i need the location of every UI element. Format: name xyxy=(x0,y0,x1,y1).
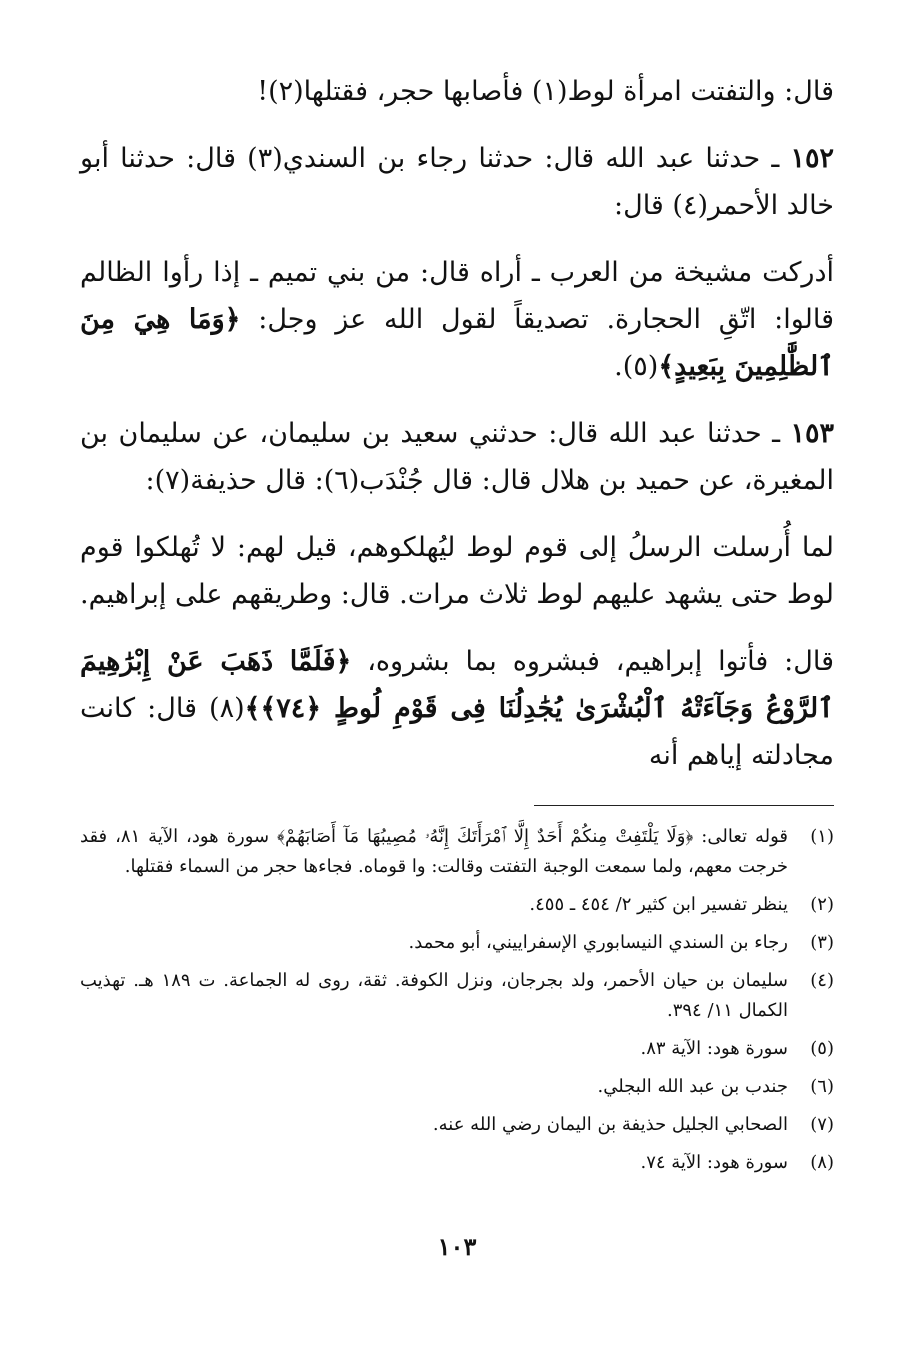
footnote-number: (٤) xyxy=(810,970,834,991)
paragraph-5: لما أُرسلت الرسلُ إلى قوم لوط ليُهلكوهم، قيل لهم: لا تُهلكوا قوم لوط حتى يشهد عليهم لوط ثلاث مرات. قال: وطريقهم على إبراهيم. xyxy=(80,532,834,610)
footnote-text: رجاء بن السندي النيسابوري الإسفراييني، أبو محمد. xyxy=(408,932,788,953)
footnote-number: (٧) xyxy=(810,1114,834,1135)
footnote-1 xyxy=(80,822,834,882)
footnote-text: قوله تعالى: ﴿وَلَا يَلْتَفِتْ مِنكُمْ أَحَدٌ إِلَّا ٱمْرَأَتَكَ إِنَّهُۥ مُصِيبُهَا مَآ أَصَابَهُمْ﴾ سورة هود، الآية ٨١، فقد خرجت معهم، ولما سمعت الوجبة التفتت وقالت: وا قوماه. فجاءها حجر من السماء فقتلها. xyxy=(80,826,788,877)
footnote-number: (٨) xyxy=(810,1152,834,1173)
hadith-152-text: ـ حدثنا عبد الله قال: حدثنا رجاء بن السندي(٣) قال: حدثنا أبو خالد الأحمر(٤) قال: xyxy=(80,143,834,221)
hadith-number-152: ١٥٢ xyxy=(790,143,834,174)
footnote-number: (٥) xyxy=(810,1038,834,1059)
main-text xyxy=(80,68,834,779)
footnote-text: جندب بن عبد الله البجلي. xyxy=(597,1076,788,1097)
footnote-divider xyxy=(534,805,834,806)
footnote-text: سورة هود: الآية ٧٤. xyxy=(640,1152,788,1173)
paragraph-1: قال: والتفتت امرأة لوط(١) فأصابها حجر، فقتلها(٢)! xyxy=(257,76,834,107)
footnote-7 xyxy=(80,1110,834,1140)
paragraph-3-end: (٥). xyxy=(614,351,659,382)
footnote-number: (٦) xyxy=(810,1076,834,1097)
footnote-2 xyxy=(80,890,834,920)
page-number: ١٠٣ xyxy=(437,1232,477,1261)
footnote-4 xyxy=(80,966,834,1026)
footnote-text: سورة هود: الآية ٨٣. xyxy=(640,1038,788,1059)
footnote-text: الصحابي الجليل حذيفة بن اليمان رضي الله عنه. xyxy=(432,1114,788,1135)
hadith-152 xyxy=(80,135,834,229)
footnote-number: (١) xyxy=(810,826,834,847)
footnote-8 xyxy=(80,1148,834,1178)
footnote-text: ينظر تفسير ابن كثير ٢/ ٤٥٤ ـ ٤٥٥. xyxy=(529,894,788,915)
paragraph-6 xyxy=(80,638,834,779)
hadith-153 xyxy=(80,410,834,504)
quran-verse-1: ﴿وَمَا هِيَ مِنَ ٱلظَّٰلِمِينَ بِبَعِيدٍ﴾ xyxy=(80,304,834,382)
paragraph-3 xyxy=(80,249,834,390)
quran-verse-2: ﴿فَلَمَّا ذَهَبَ عَنْ إِبْرَٰهِيمَ ٱلرَّوْعُ وَجَآءَتْهُ ٱلْبُشْرَىٰ يُجَٰدِلُنَا فِى قَوْمِ لُوطٍ ﴿٧٤﴾﴾ xyxy=(80,646,835,724)
footnote-6 xyxy=(80,1072,834,1102)
paragraph-3-text: أدركت مشيخة من العرب ـ أراه قال: من بني تميم ـ إذا رأوا الظالم قالوا: اتّقِ الحجارة. تصديقاً لقول الله عز وجل: xyxy=(80,257,834,335)
footnote-number: (٣) xyxy=(810,932,834,953)
hadith-153-text: ـ حدثنا عبد الله قال: حدثني سعيد بن سليمان، عن سليمان بن المغيرة، عن حميد بن هلال قال: قال جُنْدَب(٦): قال حذيفة(٧): xyxy=(80,418,834,496)
footnotes xyxy=(80,822,834,1178)
paragraph-6-end: (٨) قال: كانت مجادلته إياهم أنه xyxy=(80,693,834,771)
footnote-5 xyxy=(80,1034,834,1064)
hadith-number-153: ١٥٣ xyxy=(790,418,834,449)
footnote-3 xyxy=(80,928,834,958)
paragraph-6-text: قال: فأتوا إبراهيم، فبشروه بما بشروه، xyxy=(351,646,834,677)
footnote-text: سليمان بن حيان الأحمر، ولد بجرجان، ونزل الكوفة. ثقة، روى له الجماعة. ت ١٨٩ هـ. تهذيب الكمال ١١/ ٣٩٤. xyxy=(80,970,788,1021)
footnote-number: (٢) xyxy=(810,894,834,915)
